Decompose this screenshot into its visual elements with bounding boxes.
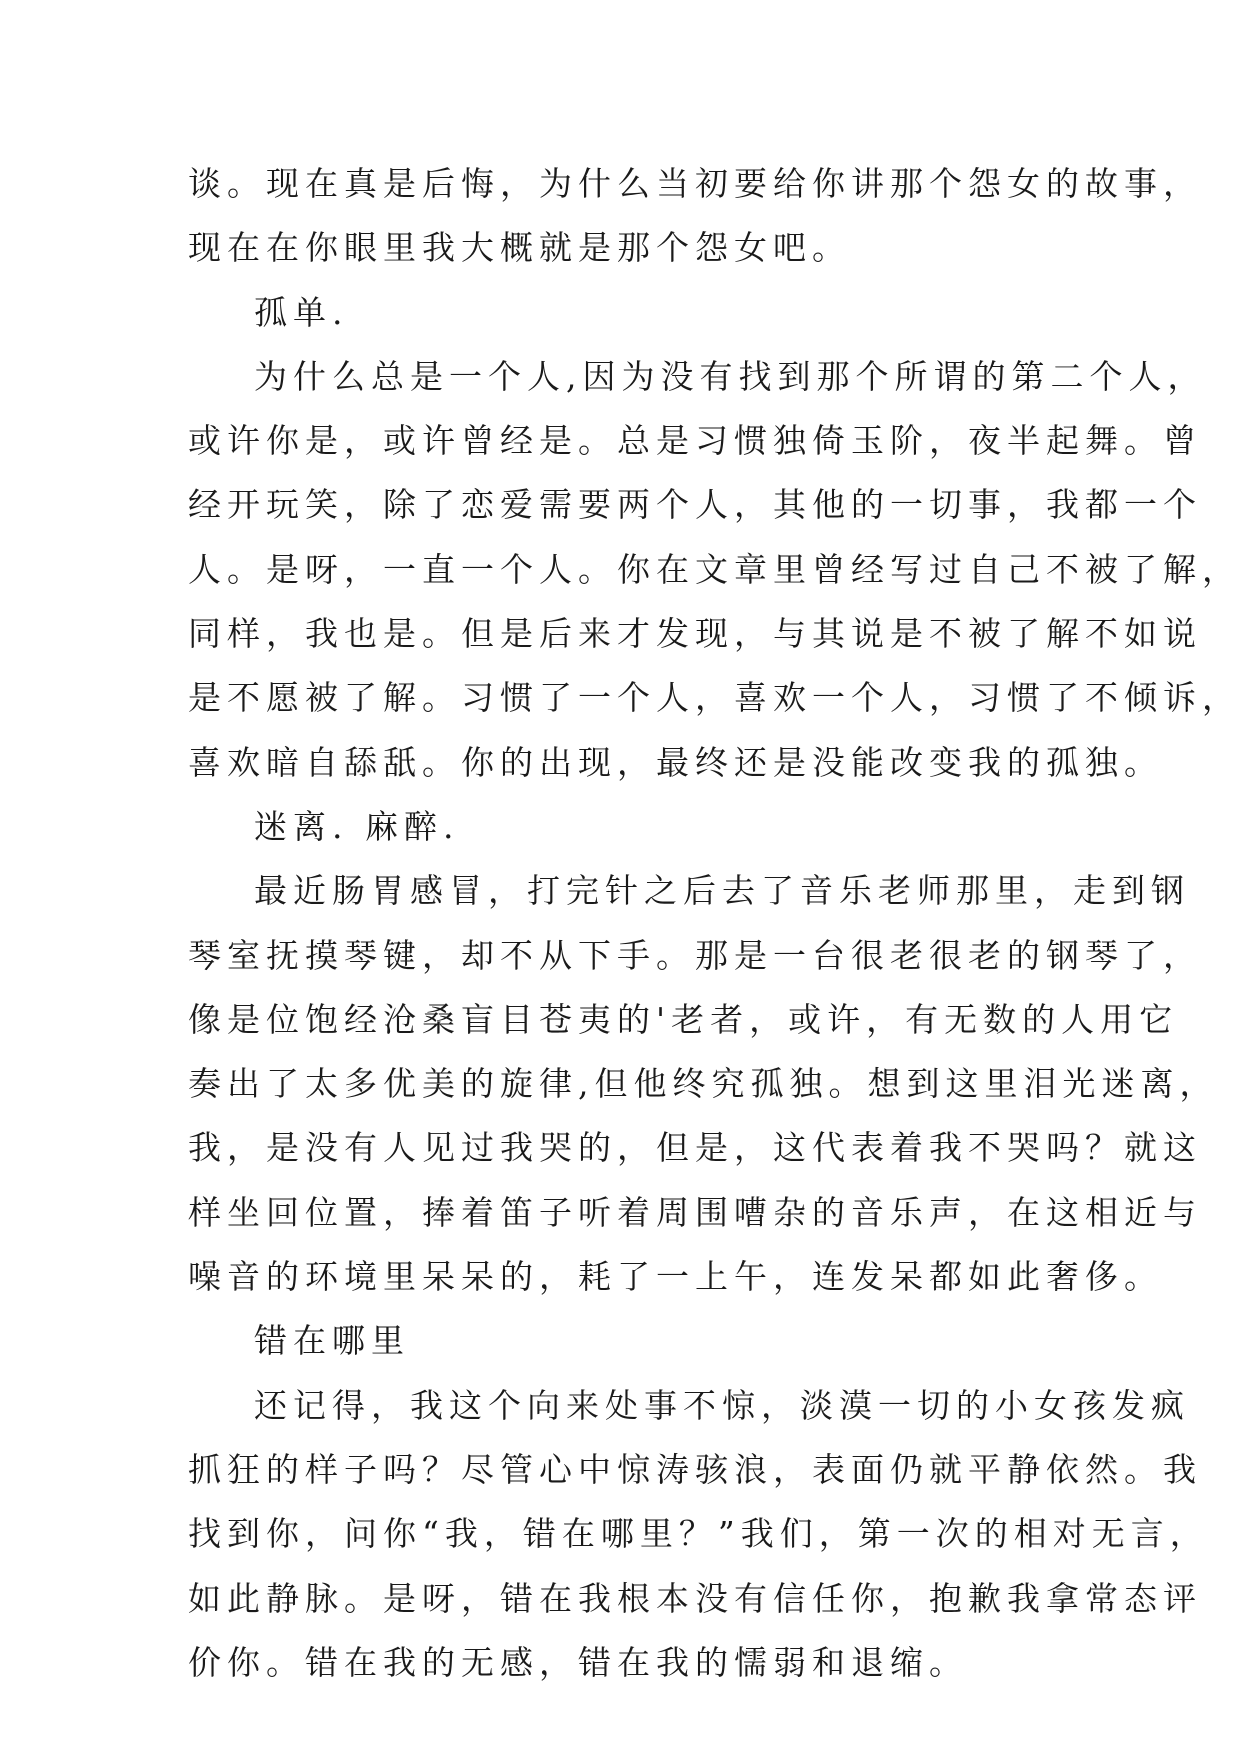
text-line: 噪音的环境里呆呆的，耗了一上午，连发呆都如此奢侈。 xyxy=(188,1257,1163,1297)
text-line: 奏出了太多优美的旋律,但他终究孤独。想到这里泪光迷离， xyxy=(188,1064,1219,1104)
text-line: 谈。现在真是后悔，为什么当初要给你讲那个怨女的故事， xyxy=(188,164,1202,203)
text-line: 或许你是，或许曾经是。总是习惯独倚玉阶，夜半起舞。曾 xyxy=(188,421,1202,461)
paragraph-first-line: 最近肠胃感冒，打完针之后去了音乐老师那里，走到钢 xyxy=(254,871,1190,911)
text-line: 喜欢暗自舔舐。你的出现，最终还是没能改变我的孤独。 xyxy=(188,742,1163,782)
text-line: 找到你，问你“我，错在哪里？”我们，第一次的相对无言， xyxy=(188,1514,1209,1554)
text-line: 价你。错在我的无感，错在我的懦弱和退缩。 xyxy=(188,1642,968,1682)
text-line: 是不愿被了解。习惯了一个人，喜欢一个人，习惯了不倾诉， xyxy=(188,678,1241,718)
text-line: 现在在你眼里我大概就是那个怨女吧。 xyxy=(188,228,851,268)
section-heading: 迷离. 麻醉. xyxy=(254,806,460,846)
section-heading: 孤单. xyxy=(254,292,349,332)
text-line: 我，是没有人见过我哭的，但是，这代表着我不哭吗？就这 xyxy=(188,1128,1202,1168)
paragraph-first-line: 还记得，我这个向来处事不惊，淡漠一切的小女孩发疯 xyxy=(254,1385,1190,1425)
section-heading: 错在哪里 xyxy=(254,1321,410,1361)
text-line: 琴室抚摸琴键，却不从下手。那是一台很老很老的钢琴了， xyxy=(188,935,1202,975)
text-line: 像是位饱经沧桑盲目苍夷的'老者，或许，有无数的人用它 xyxy=(188,999,1179,1039)
document-body xyxy=(188,162,1241,1705)
text-line: 人。是呀，一直一个人。你在文章里曾经写过自己不被了解， xyxy=(188,549,1241,589)
text-line: 抓狂的样子吗？尽管心中惊涛骇浪，表面仍就平静依然。我 xyxy=(188,1449,1202,1489)
text-line: 经开玩笑，除了恋爱需要两个人，其他的一切事，我都一个 xyxy=(188,485,1202,525)
paragraph-first-line: 为什么总是一个人,因为没有找到那个所谓的第二个人， xyxy=(254,356,1207,396)
text-line: 样坐回位置，捧着笛子听着周围嘈杂的音乐声，在这相近与 xyxy=(188,1192,1202,1232)
text-line: 如此静脉。是呀，错在我根本没有信任你，抱歉我拿常态评 xyxy=(188,1578,1202,1618)
text-line: 同样，我也是。但是后来才发现，与其说是不被了解不如说 xyxy=(188,614,1202,654)
